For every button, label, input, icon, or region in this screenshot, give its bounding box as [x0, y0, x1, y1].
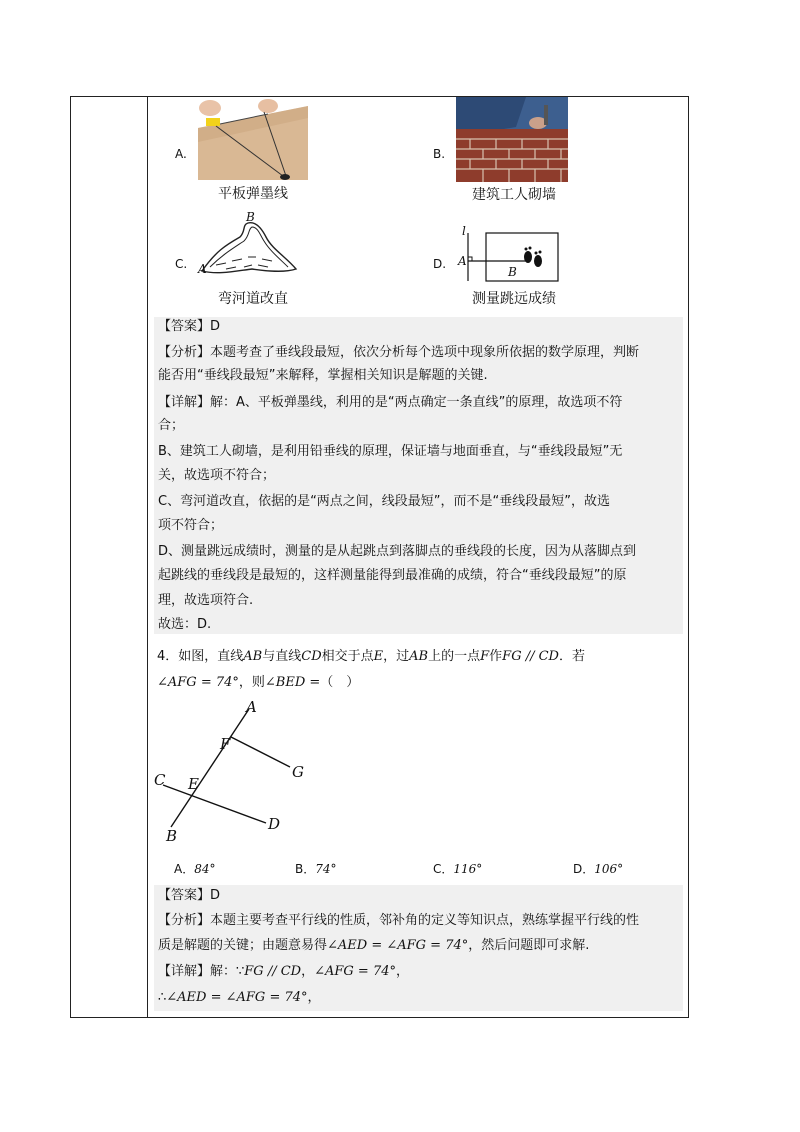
label-c: C [154, 771, 166, 789]
math-ab: AB [243, 649, 263, 664]
option-a-caption: 平板弹墨线 [218, 186, 288, 202]
question-text: ．若 [558, 649, 585, 664]
math-fg-parallel-cd: FG // CD [502, 649, 559, 664]
math-f: F [480, 649, 490, 664]
detail-line: 合； [158, 418, 185, 433]
math-ab: AB [409, 649, 429, 664]
choice-label: C． [433, 862, 454, 876]
choice-c[interactable] [433, 860, 482, 877]
detail-line: 关，故选项不符合； [158, 468, 276, 483]
question-text: （ ） [320, 675, 360, 690]
option-c-caption: 弯河道改直 [218, 291, 288, 307]
choice-label: B． [295, 862, 316, 876]
detail-text: ， [307, 990, 321, 1005]
detail-line: 起跳线的垂线段是最短的，这样测量能得到最准确的成绩，符合“垂线段最短”的原 [158, 568, 627, 583]
point-b-label: B [246, 211, 255, 224]
choice-a[interactable] [174, 860, 216, 877]
math-equation: ∠AED = ∠AFG = 74° [166, 990, 308, 1005]
label-b: B [166, 827, 178, 845]
option-b-image [456, 97, 568, 182]
option-c-diagram [196, 211, 306, 281]
analysis-line: 能否用“垂线段最短”来解释，掌握相关知识是解题的关键. [158, 368, 488, 383]
choice-label: A． [174, 862, 195, 876]
detail-line [158, 964, 409, 980]
answer-label: 【答案】D [158, 319, 221, 334]
label-g: G [292, 763, 304, 781]
line-ab [171, 709, 249, 827]
question-text: ，过 [383, 649, 410, 664]
label-d: D [268, 815, 281, 833]
therefore-symbol: ∴ [158, 990, 167, 1005]
detail-text: ， [396, 964, 410, 979]
answer-label: 【答案】D [158, 888, 221, 903]
question-text: 上的一点 [428, 649, 481, 664]
option-c-label: C. [175, 257, 188, 271]
label-e: E [188, 775, 199, 793]
line-cd [163, 785, 266, 823]
choice-d[interactable] [573, 860, 623, 877]
question-text: 与直线 [262, 649, 302, 664]
option-a-label: A. [175, 147, 187, 161]
choice-value: 84° [194, 862, 216, 876]
detail-line: B、建筑工人砌墙，是利用铅垂线的原理，保证墙与地面垂直，与“垂线段最短”无 [158, 444, 623, 459]
line-fg [231, 737, 290, 767]
therefore-line [158, 990, 321, 1006]
math-angle-bed: ∠BED = [264, 675, 321, 690]
option-d-caption: 测量跳远成绩 [472, 291, 556, 307]
question-text: 作 [489, 649, 503, 664]
math-e: E [373, 649, 384, 664]
label-f: F [220, 735, 231, 753]
question-text: 相交于点 [321, 649, 374, 664]
detail-line: 项不符合； [158, 518, 224, 533]
math-equation: ∠AED = ∠AFG = 74° [327, 938, 469, 953]
option-d-label: D. [433, 257, 447, 271]
line-l-label: l [462, 224, 466, 238]
question-text: 4．如图，直线 [157, 649, 244, 664]
table-column-divider [147, 96, 148, 1018]
point-a-label: A [198, 262, 207, 276]
math-cd: CD [301, 649, 322, 664]
choice-value: 106° [594, 862, 624, 876]
analysis-line [158, 938, 589, 954]
option-b-caption: 建筑工人砌墙 [472, 187, 556, 203]
question-text: ，则 [238, 675, 265, 690]
detail-line: C、弯河道改直，依据的是“两点之间，线段最短”，而不是“垂线段最短”，故选 [158, 494, 611, 509]
label-a: A [246, 698, 257, 716]
question-4-line2 [157, 671, 359, 690]
detail-text: ， [301, 964, 315, 979]
choice-b[interactable] [295, 860, 337, 877]
analysis-line: 【分析】本题考查了垂线段最短，依次分析每个选项中现象所依据的数学原理，判断 [158, 345, 640, 360]
math-angle-afg: ∠AFG = 74° [314, 964, 396, 979]
option-a-image [198, 98, 308, 180]
choice-value: 116° [453, 862, 483, 876]
math-fg-parallel-cd: FG // CD [244, 964, 302, 979]
choice-value: 74° [315, 862, 337, 876]
option-d-diagram [456, 223, 562, 283]
analysis-text: 质是解题的关键；由题意易得 [158, 938, 328, 953]
option-b-label: B. [433, 147, 446, 161]
detail-line: 【详解】解：A、平板弹墨线，利用的是“两点确定一条直线”的原理，故选项不符 [158, 395, 623, 410]
detail-text: 【详解】解：∵ [158, 964, 245, 979]
analysis-text: ，然后问题即可求解. [468, 938, 590, 953]
detail-line: D、测量跳远成绩时，测量的是从起跳点到落脚点的垂线段的长度，因为从落脚点到 [158, 544, 637, 559]
choice-label: D． [573, 862, 595, 876]
math-angle-afg: ∠AFG = 74° [157, 675, 239, 690]
detail-line: 理，故选项符合. [158, 593, 254, 608]
point-b-label: B [508, 265, 517, 279]
question-4-figure [148, 697, 328, 849]
question-4-line1 [157, 645, 585, 664]
point-a-label: A [458, 254, 467, 268]
analysis-line: 【分析】本题主要考查平行线的性质，邻补角的定义等知识点，熟练掌握平行线的性 [158, 913, 640, 928]
conclusion-line: 故选：D. [158, 617, 212, 632]
